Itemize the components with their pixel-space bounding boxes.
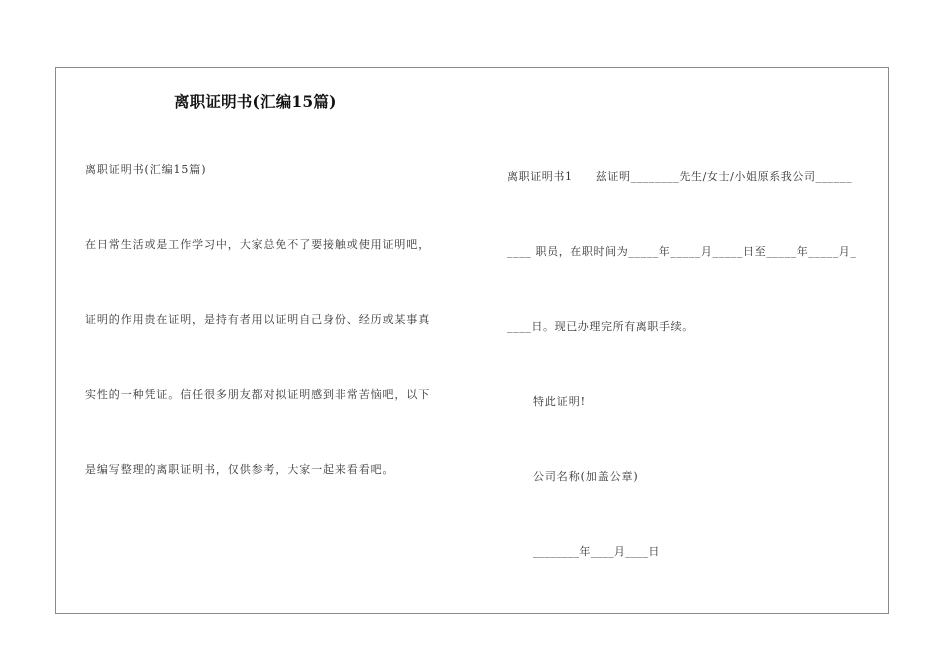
date-line: ________年____月____日: [533, 545, 660, 558]
paragraph-line-4: 是编写整理的离职证明书，仅供参考，大家一起来看看吧。: [85, 463, 395, 476]
paragraph-line-1: 在日常生活或是工作学习中，大家总免不了要接触或使用证明吧，: [85, 238, 431, 251]
certificate-line-1: 离职证明书1 兹证明________先生/女士/小姐原系我公司______: [507, 170, 853, 183]
left-subtitle: 离职证明书(汇编15篇): [85, 163, 207, 176]
certificate-line-2: ____ 职员，在职时间为_____年_____月_____日至_____年_____月_: [507, 245, 857, 258]
page-frame: [55, 67, 889, 614]
company-name-seal: 公司名称(加盖公章): [533, 470, 639, 483]
paragraph-line-3: 实性的一种凭证。信任很多朋友都对拟证明感到非常苦恼吧，以下: [85, 388, 431, 401]
paragraph-line-2: 证明的作用贵在证明，是持有者用以证明自己身份、经历或某事真: [85, 313, 431, 326]
document-title: 离职证明书(汇编15篇): [174, 92, 337, 111]
certificate-line-3: ____日。现已办理完所有离职手续。: [507, 320, 694, 333]
certify-statement: 特此证明!: [533, 395, 586, 408]
